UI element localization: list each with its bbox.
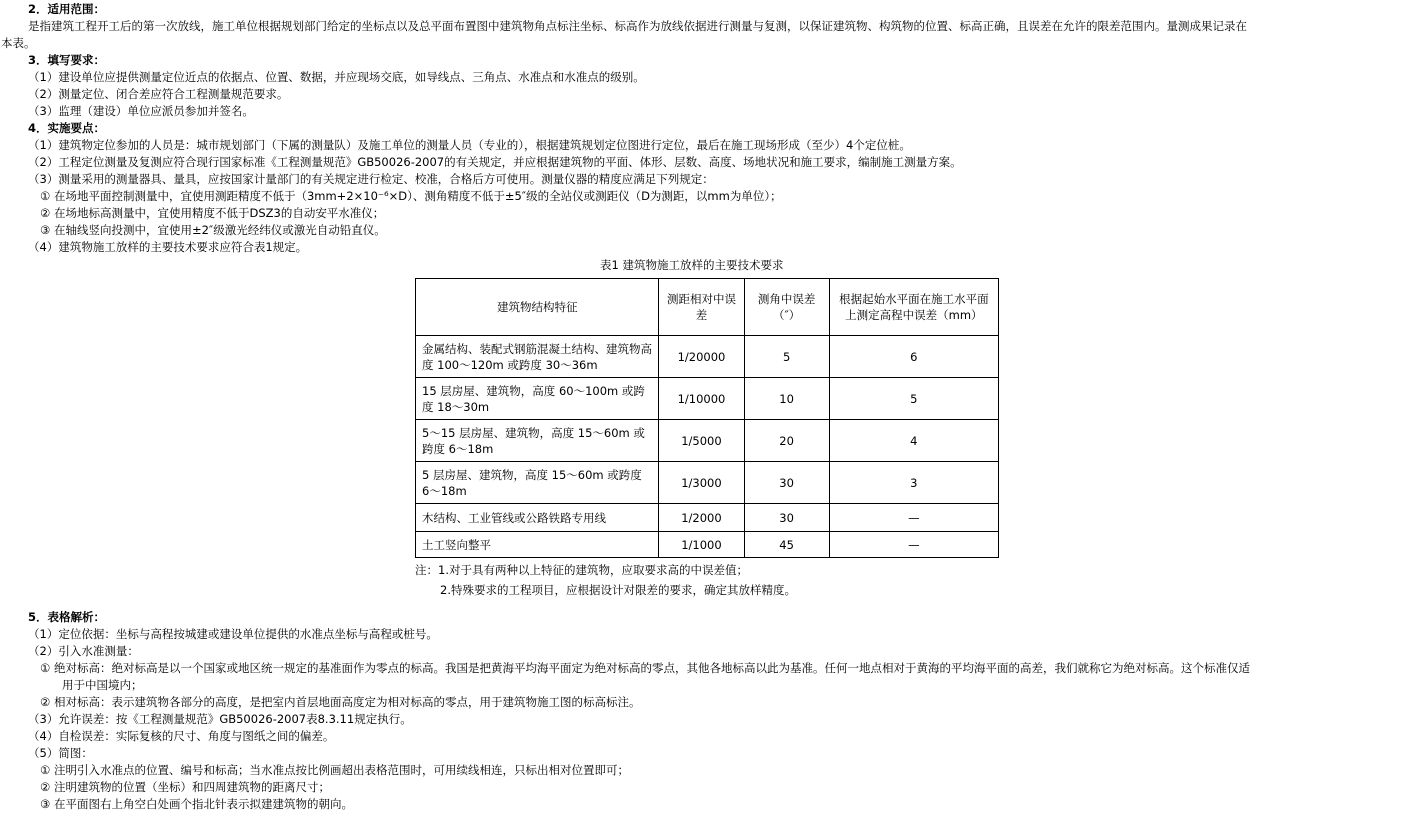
section-2-text-line1: 是指建筑工程开工后的第一次放线，施工单位根据规划部门给定的坐标点以及总平面布置图中建筑物角点标注坐标、标高作为放线依据进行测量与复测，以保证建筑物、构筑物的位置、标高正确，且误差在允许的限差范围内。量测成果记录在: [28, 19, 1247, 33]
cell-angle: 10: [744, 378, 829, 420]
cell-angle: 30: [744, 504, 829, 532]
section-5-subitem-sketch-1: ① 注明引入水准点的位置、编号和标高；当水准点按比例画超出表格范围时，可用续线相连，只标出相对位置即可；: [40, 763, 629, 777]
section-5-item-3: （3）允许误差：按《工程测量规范》GB50026-2007表8.3.11规定执行。: [28, 712, 412, 726]
section-2-text-line2: 本表。: [1, 36, 36, 50]
section-3-item-3: （3）监理（建设）单位应派员参加并签名。: [28, 104, 254, 118]
cell-elevation: 4: [829, 420, 998, 462]
section-5-subitem-relative-elevation: ② 相对标高：表示建筑物各部分的高度，是把室内首层地面高度定为相对标高的零点，用于建筑物施工图的标高标注。: [40, 695, 641, 709]
cell-distance: 1/3000: [659, 462, 744, 504]
section-5-item-2: （2）引入水准测量：: [28, 644, 139, 658]
cell-angle: 5: [744, 336, 829, 378]
header-distance-error: 测距相对中误差: [659, 279, 744, 336]
requirements-table: [415, 278, 999, 558]
section-5-item-1: （1）定位依据：坐标与高程按城建或建设单位提供的水准点坐标与高程或桩号。: [28, 627, 438, 641]
cell-feature: 土工竖向整平: [416, 532, 659, 558]
table-row: [416, 420, 999, 462]
section-4-item-3: （3）测量采用的测量器具、量具，应按国家计量部门的有关规定进行检定、校准，合格后方可使用。测量仪器的精度应满足下列规定：: [28, 172, 714, 186]
cell-elevation: 3: [829, 462, 998, 504]
section-3-item-1: （1）建设单位应提供测量定位近点的依据点、位置、数据，并应现场交底，如导线点、三角点、水准点和水准点的级别。: [28, 70, 645, 84]
table-header-row: [416, 279, 999, 336]
table-caption: 表1 建筑物施工放样的主要技术要求: [600, 258, 784, 272]
cell-distance: 1/2000: [659, 504, 744, 532]
cell-distance: 1/5000: [659, 420, 744, 462]
section-4-subitem-3: ③ 在轴线竖向投测中，宜使用±2″级激光经纬仪或激光自动铅直仪。: [40, 223, 386, 237]
section-2-heading: 2．适用范围：: [28, 2, 106, 16]
table-row: [416, 378, 999, 420]
section-5-item-4: （4）自检误差：实际复核的尺寸、角度与图纸之间的偏差。: [28, 729, 335, 743]
header-feature: 建筑物结构特征: [416, 279, 659, 336]
cell-angle: 20: [744, 420, 829, 462]
cell-feature: 15 层房屋、建筑物，高度 60～100m 或跨度 18～30m: [416, 378, 659, 420]
cell-distance: 1/10000: [659, 378, 744, 420]
table-row: [416, 504, 999, 532]
cell-feature: 金属结构、装配式钢筋混凝土结构、建筑物高度 100～120m 或跨度 30～36m: [416, 336, 659, 378]
section-4-subitem-2: ② 在场地标高测量中，宜使用精度不低于DSZ3的自动安平水准仪；: [40, 206, 385, 220]
table-row: [416, 532, 999, 558]
section-5-item-5: （5）简图：: [28, 746, 93, 760]
section-4-subitem-1: ① 在场地平面控制测量中，宜使用测距精度不低于（3mm+2×10⁻⁶×D）、测角精度不低于±5″级的全站仪或测距仪（D为测距，以mm为单位）；: [40, 189, 782, 203]
section-4-item-1: （1）建筑物定位参加的人员是：城市规划部门（下属的测量队）及施工单位的测量人员（专业的），根据建筑规划定位图进行定位，最后在施工现场形成（至少）4个定位桩。: [28, 138, 911, 152]
table-row: [416, 462, 999, 504]
section-3-item-2: （2）测量定位、闭合差应符合工程测量规范要求。: [28, 87, 289, 101]
cell-distance: 1/1000: [659, 532, 744, 558]
section-3-heading: 3．填写要求：: [28, 53, 106, 67]
cell-elevation: 5: [829, 378, 998, 420]
cell-elevation: —: [829, 504, 998, 532]
section-5-heading: 5．表格解析：: [28, 610, 106, 624]
table-note-1: 注：1.对于具有两种以上特征的建筑物，应取要求高的中误差值；: [415, 563, 748, 577]
cell-feature: 5 层房屋、建筑物，高度 15～60m 或跨度 6～18m: [416, 462, 659, 504]
table-row: [416, 336, 999, 378]
header-elevation-error: 根据起始水平面在施工水平面上测定高程中误差（mm）: [829, 279, 998, 336]
section-5-subitem-sketch-2: ② 注明建筑物的位置（坐标）和四周建筑物的距离尺寸；: [40, 780, 330, 794]
section-4-heading: 4．实施要点：: [28, 121, 106, 135]
section-5-subitem-sketch-3: ③ 在平面图右上角空白处画个指北针表示拟建建筑物的朝向。: [40, 797, 353, 811]
cell-feature: 5～15 层房屋、建筑物，高度 15～60m 或跨度 6～18m: [416, 420, 659, 462]
header-angle-error: 测角中误差（″）: [744, 279, 829, 336]
cell-feature: 木结构、工业管线或公路铁路专用线: [416, 504, 659, 532]
cell-elevation: 6: [829, 336, 998, 378]
cell-angle: 30: [744, 462, 829, 504]
section-5-subitem-absolute-elevation: ① 绝对标高：绝对标高是以一个国家或地区统一规定的基准面作为零点的标高。我国是把黄海平均海平面定为绝对标高的零点，其他各地标高以此为基准。任何一地点相对于黄海的平均海平面的高差，我们就称它为绝对标高。这个标准仅适: [40, 661, 1250, 675]
section-4-item-2: （2）工程定位测量及复测应符合现行国家标准《工程测量规范》GB50026-2007的有关规定，并应根据建筑物的平面、体形、层数、高度、场地状况和施工要求，编制施工测量方案。: [28, 155, 962, 169]
cell-distance: 1/20000: [659, 336, 744, 378]
section-4-item-4: （4）建筑物施工放样的主要技术要求应符合表1规定。: [28, 240, 308, 254]
cell-angle: 45: [744, 532, 829, 558]
cell-elevation: —: [829, 532, 998, 558]
table-note-2: 2.特殊要求的工程项目，应根据设计对限差的要求，确定其放样精度。: [440, 583, 796, 597]
section-5-subitem-absolute-elevation-cont: 用于中国境内；: [62, 678, 143, 692]
